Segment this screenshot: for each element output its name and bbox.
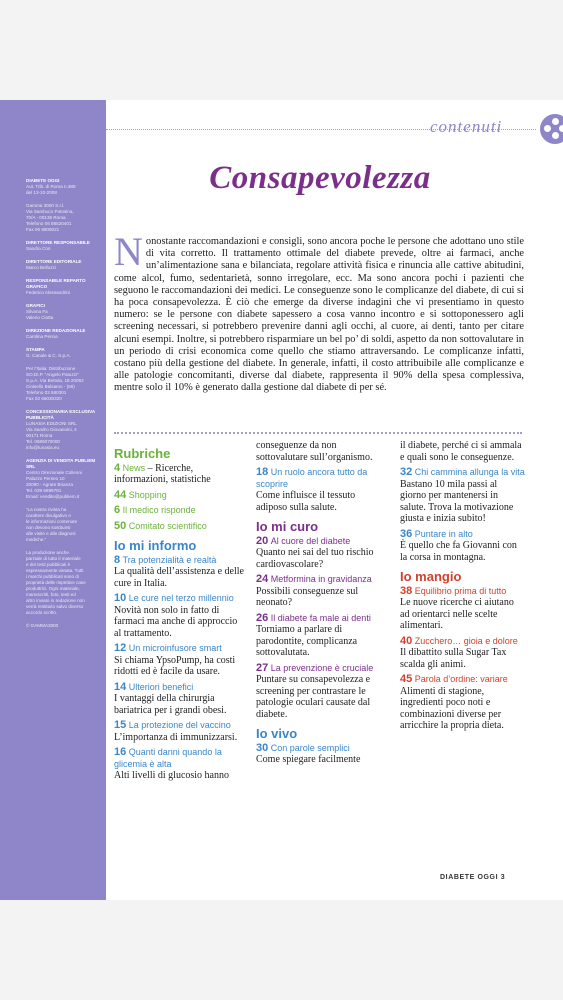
toc-entry-description: Torniamo a parlare di parodontite, complicanza sottovalutata.: [256, 624, 358, 658]
toc-entry-title: Metformina in gravidanza: [270, 574, 372, 584]
toc-entry[interactable]: [256, 536, 388, 571]
masthead-line: Via Sambuco Potosina,: [26, 209, 74, 214]
toc-entry[interactable]: [400, 674, 525, 732]
toc-entry[interactable]: [256, 743, 388, 766]
toc-page-number: 40: [400, 634, 413, 647]
toc-entry[interactable]: [400, 636, 525, 671]
masthead-line: Email: vendite@publiem.it: [26, 494, 80, 499]
toc-section-heading: Rubriche: [114, 446, 171, 461]
masthead-heading: AGENZIA DI VENDITA PUBLIEM SRL: [26, 458, 96, 469]
masthead-heading: GRAFICI: [26, 303, 45, 308]
toc-entry-title: Zucchero… gioia e dolore: [414, 635, 518, 646]
toc-entry-title: La prevenzione è cruciale: [270, 662, 374, 673]
masthead-line: Telefono 02 660301: [26, 390, 67, 395]
masthead-block: [0, 347, 100, 359]
masthead-line: le informazioni contenute: [26, 519, 78, 524]
toc-page-number: 38: [400, 584, 413, 597]
toc-entry-description: Alimenti di stagione, ingredienti poco noti e combinazioni diverse per arricchire la propria dieta.: [400, 685, 504, 731]
masthead-line: Via Sandro Giovannini, 4: [26, 427, 77, 432]
masthead-line: Federico Alessandrini: [26, 290, 70, 295]
page-number: 3: [500, 874, 506, 881]
toc-entry-description: L’importanza di immunizzarsi.: [114, 731, 238, 743]
toc-entry[interactable]: [114, 463, 246, 486]
masthead-block: [0, 203, 100, 233]
masthead-line: i marchi pubblicati sono di: [26, 574, 79, 579]
toc-page-number: 10: [114, 592, 127, 604]
masthead-line: Valerio Ciotta: [26, 315, 54, 320]
toc-page-number: 26: [256, 611, 269, 624]
toc-page-number: 16: [114, 746, 127, 758]
masthead-line: accordo scritto.: [26, 610, 58, 615]
toc-entry-title: News: [122, 462, 146, 473]
toc-entry-description: Si chiama YpsoPump, ha costi ridotti ed è facile da usare.: [114, 654, 236, 677]
editorial-title: Consapevolezza: [209, 160, 431, 196]
toc-entry[interactable]: [114, 555, 246, 590]
toc-page-number: 24: [256, 573, 269, 585]
toc-entry-description: – Ricerche, informazioni, statistiche: [114, 462, 211, 485]
toc-entry-title: Ulteriori benefici: [128, 681, 194, 692]
editorial-body: onostante raccomandazioni e consigli, sono ancora poche le persone che adottano uno stile di vita corretto. Il trattamento ottimale del diabete prevede, oltre ai farmaci, anche un’alimentazione sana e bilanciata, regolare attività fisica e rinuncia alle cattive abitudini, come alcol, fumo, sedentarietà, sonno irregolare, ecc. Ma sono ancora pochi i pazienti che seguono le raccomandazioni dei medici. Le conseguenze sono le complicanze del diabete, di cui si ha poca consapevolezza. È ciò che emerge da diverse indagini che vi presentiamo in questo numero: se le persone con diabete sapessero a cosa vanno incontro e si sottoponessero agli screening necessari, si potrebbero prevenire danni agli occhi, al cuore, ai denti, tanto per citare alcuni esempi. Inoltre, si potrebbero risparmiare un bel po’ di soldi, aspetto da non sottovalutare in un periodo di crisi economica come quello che stiamo attraversando. Le complicanze infatti, costano più della gestione del diabete. In generale, infatti, il costo attribuibile alle complicanze e alle patologie concomitanti, diverse dal diabete, rappresenta il 90% della spesa complessiva, mentre solo il 10% è generato dalla gestione dal diabete di per sé.: [114, 236, 524, 394]
toc-page-number: 18: [256, 466, 269, 478]
masthead-block: [0, 409, 100, 451]
masthead-line: Fax 02 66030320: [26, 396, 62, 401]
toc-continuation: il diabete, perché ci si ammala e quali sono le conseguenze.: [400, 440, 522, 463]
masthead-line: Silvana Fa: [26, 309, 48, 314]
masthead-heading: RESPONSABILE REPARTO GRAFICO: [26, 278, 86, 289]
masthead-block: [0, 240, 100, 252]
masthead-block: [0, 366, 100, 402]
toc-page-number: 44: [114, 488, 127, 501]
toc-page-number: 50: [114, 519, 127, 532]
toc-page-number: 32: [400, 466, 413, 478]
toc-column-1: [114, 440, 246, 786]
masthead-line: 70/A - 00136 Roma: [26, 215, 66, 220]
toc-entry-title: Il medico risponde: [122, 505, 196, 515]
masthead-line: Cinisello Balsamo - (MI): [26, 384, 75, 389]
masthead-line: del 13-10-2008: [26, 190, 57, 195]
masthead-line: Fax 06 8808021: [26, 227, 60, 232]
toc-page-number: 6: [114, 504, 121, 516]
toc-entry[interactable]: [114, 505, 246, 517]
masthead-line: Gamma 3000 S.r.l.: [26, 203, 65, 208]
masthead-line: © GAMMA3000: [26, 623, 59, 628]
toc-page-number: 4: [114, 461, 121, 474]
toc-entry-description: La qualità dell’assistenza e delle cure in Italia.: [114, 566, 244, 589]
toc-entry[interactable]: [114, 490, 246, 502]
masthead-line: manoscritti, foto, testi ed: [26, 592, 76, 597]
toc-entry-title: Al cuore del diabete: [270, 535, 351, 546]
masthead-line: G. Canale & C. S.p.A.: [26, 353, 71, 358]
section-divider: [114, 432, 522, 434]
masthead-line: mediche.”: [26, 537, 47, 542]
header-ornament-icon: [540, 114, 563, 144]
toc-entry-description: Quanto nei sai del tuo rischio cardiovascolare?: [256, 547, 374, 570]
toc-page-number: 15: [114, 719, 127, 731]
masthead-line: Palazzo Perseo 10: [26, 476, 65, 481]
toc-entry[interactable]: [114, 682, 246, 717]
toc-entry[interactable]: [114, 747, 246, 782]
masthead-heading: STAMPA: [26, 347, 45, 352]
masthead-heading: CONCESSIONARIA ESCLUSIVA PUBBLICITÀ: [26, 409, 95, 420]
toc-entry-description: È quello che fa Giovanni con la corsa in montagna.: [400, 540, 517, 563]
masthead-line: 20090 - Agrate Brianza: [26, 482, 73, 487]
masthead-line: alle visite e alle diagnosi: [26, 531, 76, 536]
toc-page-number: 20: [256, 534, 269, 547]
masthead-line: Centro Direzionale Colleoni: [26, 470, 82, 475]
masthead-line: Tel. 0686070000: [26, 439, 60, 444]
toc-entry-description: I vantaggi della chirurgia bariatrica per i grandi obesi.: [114, 693, 227, 716]
masthead-block: [0, 623, 100, 629]
toc-entry-title: Chi cammina allunga la vita: [414, 467, 525, 477]
masthead-text: [0, 178, 106, 900]
toc-entry[interactable]: [256, 663, 388, 721]
drop-cap: N: [114, 229, 143, 274]
toc-entry[interactable]: [400, 467, 525, 525]
masthead-line: Per l’Italia: Distribuzione: [26, 366, 76, 371]
masthead-line: Sandra Cori: [26, 246, 51, 251]
footer-magazine-name: DIABETE OGGI: [440, 874, 499, 881]
page-footer: [440, 874, 505, 881]
toc-entry-title: Quanti danni quando la glicemia è alta: [114, 747, 222, 769]
masthead-line: Telefono 06 88520401: [26, 221, 72, 226]
masthead-line: Tel. 039 6899791: [26, 488, 62, 493]
toc-entry-description: Alti livelli di glucosio hanno: [114, 770, 229, 781]
toc-entry[interactable]: [114, 521, 246, 533]
toc-entry[interactable]: [256, 574, 388, 609]
toc-section-heading: Io mangio: [400, 569, 462, 584]
masthead-line: Marco Belluzzi: [26, 265, 56, 270]
toc-entry-title: La protezione del vaccino: [128, 720, 231, 730]
masthead-block: [0, 259, 100, 271]
toc-entry[interactable]: [114, 720, 246, 743]
masthead-block: [0, 278, 100, 296]
toc-entry-description: Novità non solo in fatto di farmaci ma anche di approccio al trattamento.: [114, 604, 238, 639]
toc-entry[interactable]: [256, 467, 388, 513]
toc-entry-title: Un microinfusore smart: [128, 643, 222, 653]
masthead-line: “La nostra rivista ha: [26, 507, 67, 512]
toc-entry-title: Le cure nel terzo millennio: [128, 593, 234, 603]
masthead-heading: DIREZIONE REDAZIONALE: [26, 328, 86, 333]
toc-section-heading: Io mi curo: [256, 519, 319, 534]
toc-page-number: 12: [114, 642, 127, 654]
toc-entry[interactable]: [114, 593, 246, 639]
masthead-line: parziale di tutto il materiale: [26, 556, 81, 561]
masthead-line: SO.DI.P. “Angelo Patuzzi”: [26, 372, 79, 377]
masthead-block: [0, 458, 100, 500]
masthead-line: produttrici. Ogni materiale,: [26, 586, 80, 591]
toc-entry[interactable]: [400, 586, 525, 632]
toc-page-number: 8: [114, 553, 121, 566]
toc-page-number: 30: [256, 741, 269, 754]
toc-page-number: 36: [400, 527, 413, 540]
toc-continuation: conseguenze da non sottovalutare sull’organismo.: [256, 440, 373, 463]
masthead-line: altro inviato in redazione non: [26, 598, 85, 603]
toc-column-3: [400, 440, 525, 736]
toc-entry-title: Il diabete fa male ai denti: [270, 612, 371, 623]
toc-entry-title: Parola d’ordine: variare: [414, 674, 508, 684]
masthead-line: non devono sostituirsi: [26, 525, 71, 530]
masthead-line: Carolina Penna: [26, 334, 58, 339]
masthead-block: [0, 178, 100, 196]
masthead-line: verrà restituito salvo diverso: [26, 604, 84, 609]
masthead-line: proprietà delle rispettive case: [26, 580, 86, 585]
toc-entry[interactable]: [400, 529, 525, 564]
masthead-line: La produzione anche: [26, 550, 69, 555]
toc-entry-title: Un ruolo ancora tutto da scoprire: [256, 467, 368, 489]
masthead-line: S.p.A. Via Bettola, 18 20092: [26, 378, 84, 383]
toc-entry[interactable]: [256, 613, 388, 659]
toc-entry-title: Puntare in alto: [414, 528, 473, 539]
masthead-line: LUNASIA EDIZIONI SRL: [26, 421, 77, 426]
toc-entry-description: Bastano 10 mila passi al giorno per mantenersi in salute. Trova la motivazione giusta e inizia subito!: [400, 478, 514, 524]
toc-section-heading: Io vivo: [256, 726, 298, 741]
toc-section-heading: Io mi informo: [114, 538, 197, 553]
masthead-line: Aut. Trib. di Roma n.388: [26, 184, 76, 189]
toc-entry-description: Il dibattito sulla Sugar Tax scalda gli animi.: [400, 647, 507, 670]
toc-entry-title: Equilibrio prima di tutto: [414, 585, 507, 596]
toc-entry-title: Tra potenzialità e realtà: [122, 554, 217, 565]
toc-entry-title: Comitato scientifico: [128, 520, 207, 531]
toc-page-number: 27: [256, 661, 269, 674]
toc-entry-description: Puntare su consapevolezza e screening per contrastare le patologie oculari causate dal diabete.: [256, 674, 371, 720]
masthead-heading: DIRETTORE EDITORIALE: [26, 259, 82, 264]
toc-page-number: 45: [400, 673, 413, 685]
toc-entry-description: Come influisce il tessuto adiposo sulla salute.: [256, 490, 356, 513]
toc-entry-title: Shopping: [128, 489, 167, 500]
editorial-text: [114, 229, 524, 395]
toc-entry[interactable]: [114, 643, 246, 678]
masthead-block: [0, 507, 100, 543]
masthead-line: carattere divulgativo e: [26, 513, 71, 518]
masthead-line: 00171 Roma: [26, 433, 53, 438]
toc-column-2: [256, 440, 388, 770]
section-header: contenuti: [430, 117, 503, 136]
masthead-line: e dei testi pubblicati è: [26, 562, 71, 567]
toc-page-number: 14: [114, 680, 127, 693]
masthead-block: [0, 303, 100, 321]
masthead-heading: DIRETTORE RESPONSABILE: [26, 240, 90, 245]
masthead-heading: DIABETE OGGI: [26, 178, 60, 183]
masthead-block: [0, 550, 100, 616]
masthead-line: info@lunasia.eu: [26, 445, 60, 450]
toc-entry-description: Le nuove ricerche ci aiutano ad orientarci nelle scelte alimentari.: [400, 597, 514, 631]
masthead-block: [0, 328, 100, 340]
toc-entry-title: Con parole semplici: [270, 742, 350, 753]
toc-entry-description: Come spiegare facilmente: [256, 754, 361, 765]
toc-entry-description: Possibili conseguenze sul neonato?: [256, 585, 359, 608]
masthead-line: espressamente vietata. Tutti: [26, 568, 84, 573]
